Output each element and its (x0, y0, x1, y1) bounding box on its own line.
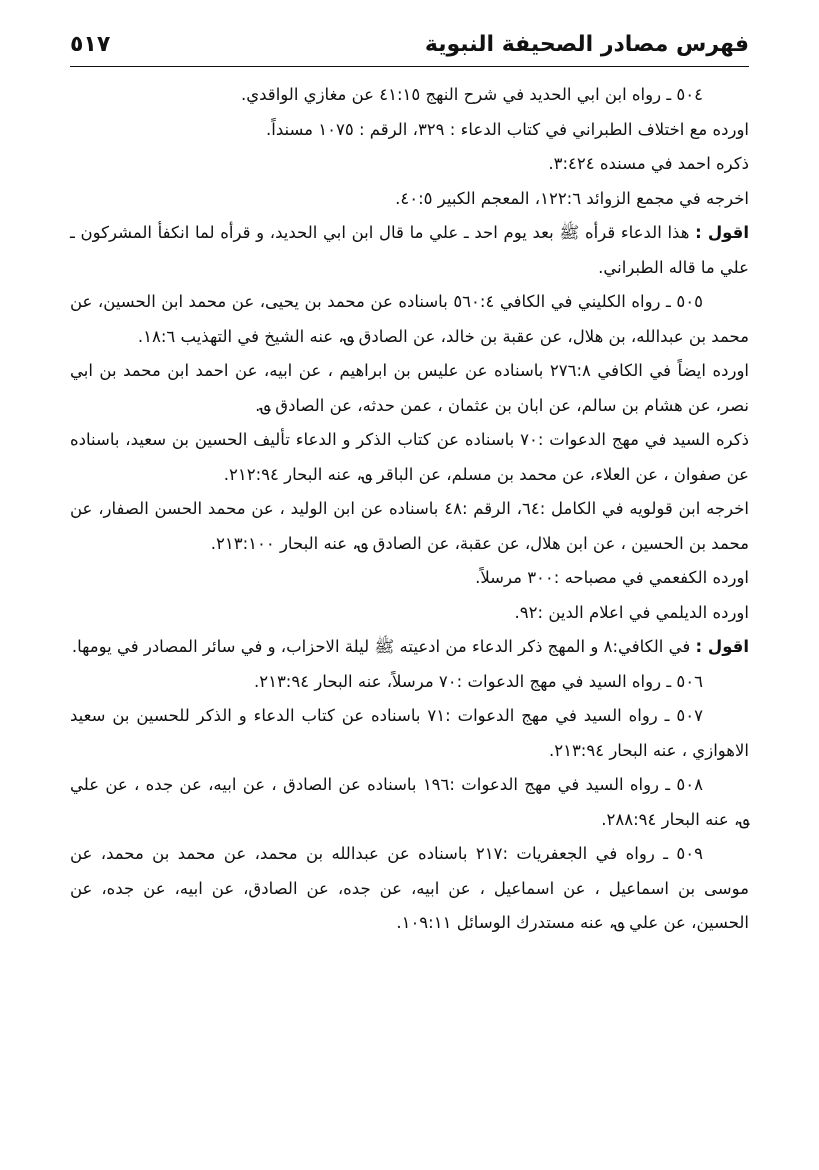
paragraph-text: اورده الكفعمي في مصباحه :٣٠٠ مرسلاً. (475, 568, 749, 587)
paragraph-text: ٥٠٤ ـ رواه ابن ابي الحديد في شرح النهج ٤١:١٥ عن مغازي الواقدي. (240, 85, 703, 104)
paragraph (70, 561, 749, 596)
paragraph (70, 492, 749, 561)
paragraph-text: اخرجه ابن قولويه في الكامل :٦٤، الرقم :٤٨ باسناده عن ابن الوليد ، عن محمد الحسن الصفار، عن محمد بن الحسين ، عن ابن هلال، عن عقبة، عن الصادق ؈، عنه البحار ٢١٣:١٠٠. (70, 499, 749, 553)
paragraph (70, 665, 749, 700)
paragraph-text: هذا الدعاء قرأه ﷺ بعد يوم احد ـ علي ما قال ابن ابي الحديد، و قرأه لما انكفأ المشركون ـ علي ما قاله الطبراني. (70, 223, 749, 277)
page-title: فهرس مصادر الصحيفة النبوية (424, 32, 749, 57)
paragraph-text: اورده الديلمي في اعلام الدين :٩٢. (514, 602, 749, 622)
note-label: اقول : (695, 637, 749, 656)
paragraph (70, 768, 749, 837)
paragraph (70, 78, 749, 113)
paragraph (70, 423, 749, 492)
paragraph (70, 182, 749, 217)
paragraph (70, 354, 749, 423)
note-label: اقول : (695, 223, 749, 242)
paragraph (70, 837, 749, 941)
paragraph-text: ذكره احمد في مسنده ٣:٤٢٤. (548, 154, 749, 173)
paragraph-text: ٥٠٨ ـ رواه السيد في مهج الدعوات :١٩٦ باسناده عن الصادق ، عن ابيه، عن جده ، عن علي ؈، عنه البحار ٢٨٨:٩٤. (70, 775, 749, 829)
paragraph-text: ٥٠٩ ـ رواه في الجعفريات :٢١٧ باسناده عن عبدالله بن محمد، عن محمد بن محمد، عن موسى بن اسماعيل ، عن اسماعيل ، عن ابيه، عن جده، عن الصادق، عن ابيه، عن جده، عن الحسين، عن علي ؈، عنه مستدرك الوسائل ١٠٩:١١. (70, 844, 749, 932)
paragraph-text: ذكره السيد في مهج الدعوات :٧٠ باسناده عن كتاب الذكر و الدعاء تأليف الحسين بن سعيد، باسناده عن صفوان ، عن العلاء، عن محمد بن مسلم، عن الباقر ؈، عنه البحار ٢١٢:٩٤. (70, 430, 749, 484)
paragraph-text: ٥٠٧ ـ رواه السيد في مهج الدعوات :٧١ باسناده عن كتاب الدعاء و الذكر للحسين بن سعيد الاهوازي ، عنه البحار ٢١٣:٩٤. (70, 706, 749, 760)
paragraph-text: في الكافي:٨ و المهج ذكر الدعاء من ادعيته ﷺ ليلة الاحزاب، و في سائر المصادر في يومها. (71, 637, 696, 656)
paragraph-text: ٥٠٦ ـ رواه السيد في مهج الدعوات :٧٠ مرسلاً، عنه البحار ٢١٣:٩٤. (253, 671, 703, 691)
paragraph-text: اورده مع اختلاف الطبراني في كتاب الدعاء : ٣٢٩، الرقم : ١٠٧٥ مسنداً. (265, 119, 749, 139)
paragraph-text: اورده ايضاً في الكافي ٢٧٦:٨ باسناده عن عليس بن ابراهيم ، عن ابيه، عن احمد ابن محمد بن ابي نصر، عن هشام بن سالم، عن ابان بن عثمان ، عمن حدثه، عن الصادق ؈. (70, 361, 750, 415)
paragraph (70, 596, 749, 631)
paragraph-text: ٥٠٥ ـ رواه الكليني في الكافي ٥٦٠:٤ باسناده عن محمد بن يحيى، عن محمد ابن الحسين، عن محمد بن عبدالله، بن هلال، عن عقبة بن خالد، عن الصادق ؈، عنه الشيخ في التهذيب ١٨:٦. (70, 292, 749, 346)
paragraph (70, 630, 749, 665)
paragraph (70, 147, 749, 182)
paragraph (70, 285, 749, 354)
page-header (70, 26, 749, 67)
paragraph (70, 216, 749, 285)
paragraph (70, 113, 749, 148)
page-body (70, 78, 749, 1150)
paragraph (70, 699, 749, 768)
paragraph-text: اخرجه في مجمع الزوائد ١٢٢:٦، المعجم الكبير ٤٠:٥. (395, 188, 749, 208)
page-number: ٥١٧ (70, 32, 111, 57)
